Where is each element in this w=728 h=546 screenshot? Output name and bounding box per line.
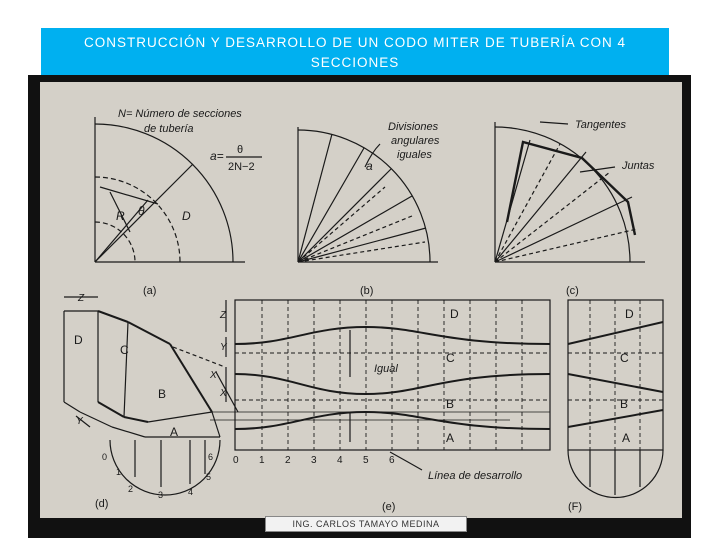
panel-d-div-1: 1 — [116, 467, 122, 477]
panel-d-section-c: C — [120, 343, 129, 357]
panel-f-section-b: B — [620, 397, 629, 411]
engineering-drawing-plate — [40, 82, 682, 518]
panel-d-caption: (d) — [95, 498, 109, 510]
panel-d-div-2: 2 — [128, 484, 134, 494]
panel-b-note-line2: angulares — [391, 135, 440, 147]
panel-e-section-a: A — [446, 431, 455, 445]
panel-e-label-z: Z — [220, 310, 227, 321]
panel-f-section-d: D — [625, 307, 634, 321]
panel-a-label-theta: θ — [138, 204, 145, 218]
panel-e-caption: (e) — [382, 501, 396, 513]
panel-e-axis-5: 5 — [363, 455, 369, 466]
panel-d-label-x: X — [210, 370, 217, 381]
panel-c-label-tangents: Tangentes — [575, 119, 626, 131]
panel-e-label-equal: Igual — [374, 363, 398, 375]
panel-f-section-a: A — [622, 431, 631, 445]
panel-b-note-line3: iguales — [397, 149, 432, 161]
panel-f-caption: (F) — [568, 501, 583, 513]
panel-e-axis-3: 3 — [311, 455, 317, 466]
panel-e-axis-6: 6 — [389, 455, 395, 466]
panel-d-div-3: 3 — [158, 490, 164, 500]
panel-d-label-z: Z — [78, 293, 85, 304]
panel-d-div-4: 4 — [188, 487, 194, 497]
panel-d-diagram — [64, 297, 238, 495]
panel-c-caption: (c) — [566, 285, 579, 297]
panel-c-diagram — [495, 122, 645, 262]
panel-b-caption: (b) — [360, 285, 374, 297]
panel-e-axis-2: 2 — [285, 455, 291, 466]
panel-c-label-joints: Juntas — [622, 160, 655, 172]
panel-b-label-a: a — [366, 159, 373, 173]
author-footer: ING. CARLOS TAMAYO MEDINA — [265, 516, 467, 532]
panel-f-section-c: C — [620, 351, 629, 365]
panel-e-axis-0: 0 — [233, 455, 239, 466]
slide-title-banner — [41, 28, 669, 78]
panel-e-diagram — [210, 300, 550, 470]
panel-d-section-d: D — [74, 333, 83, 347]
panel-d-div-6: 6 — [208, 452, 214, 462]
miter-elbow-drawing — [40, 82, 682, 518]
panel-e-label-development-line: Línea de desarrollo — [428, 470, 523, 482]
slide-title-line2: SECCIONES — [310, 55, 400, 70]
panel-a-diagram — [95, 117, 245, 262]
panel-d-section-b: B — [158, 387, 167, 401]
panel-f-diagram — [568, 300, 663, 498]
panel-e-section-b: B — [446, 397, 455, 411]
panel-d-div-5: 5 — [206, 472, 212, 482]
panel-b-diagram — [298, 127, 438, 262]
slide-title-line1: CONSTRUCCIÓN Y DESARROLLO DE UN CODO MITER DE TUBERÍA CON 4 — [83, 35, 627, 50]
panel-a-note-line1: N= Número de secciones — [118, 108, 242, 120]
panel-d-label-y: Y — [76, 416, 83, 427]
panel-a-label-d: D — [182, 209, 191, 223]
panel-e-label-x: X — [220, 388, 227, 399]
panel-e-label-y: Y — [220, 342, 227, 353]
panel-e-axis-1: 1 — [259, 455, 265, 466]
panel-e-section-c: C — [446, 351, 455, 365]
panel-a-formula-den: 2N−2 — [228, 161, 255, 173]
panel-e-section-d: D — [450, 307, 459, 321]
panel-d-section-a: A — [170, 425, 179, 439]
panel-a-note-line2: de tubería — [144, 123, 194, 135]
panel-a-caption: (a) — [143, 285, 157, 297]
panel-a-formula-lhs: a= — [210, 149, 224, 163]
panel-b-note-line1: Divisiones — [388, 121, 439, 133]
panel-a-label-r: R — [116, 209, 125, 223]
panel-d-div-0: 0 — [102, 452, 108, 462]
panel-a-formula-num: θ — [237, 144, 244, 156]
panel-e-axis-4: 4 — [337, 455, 343, 466]
